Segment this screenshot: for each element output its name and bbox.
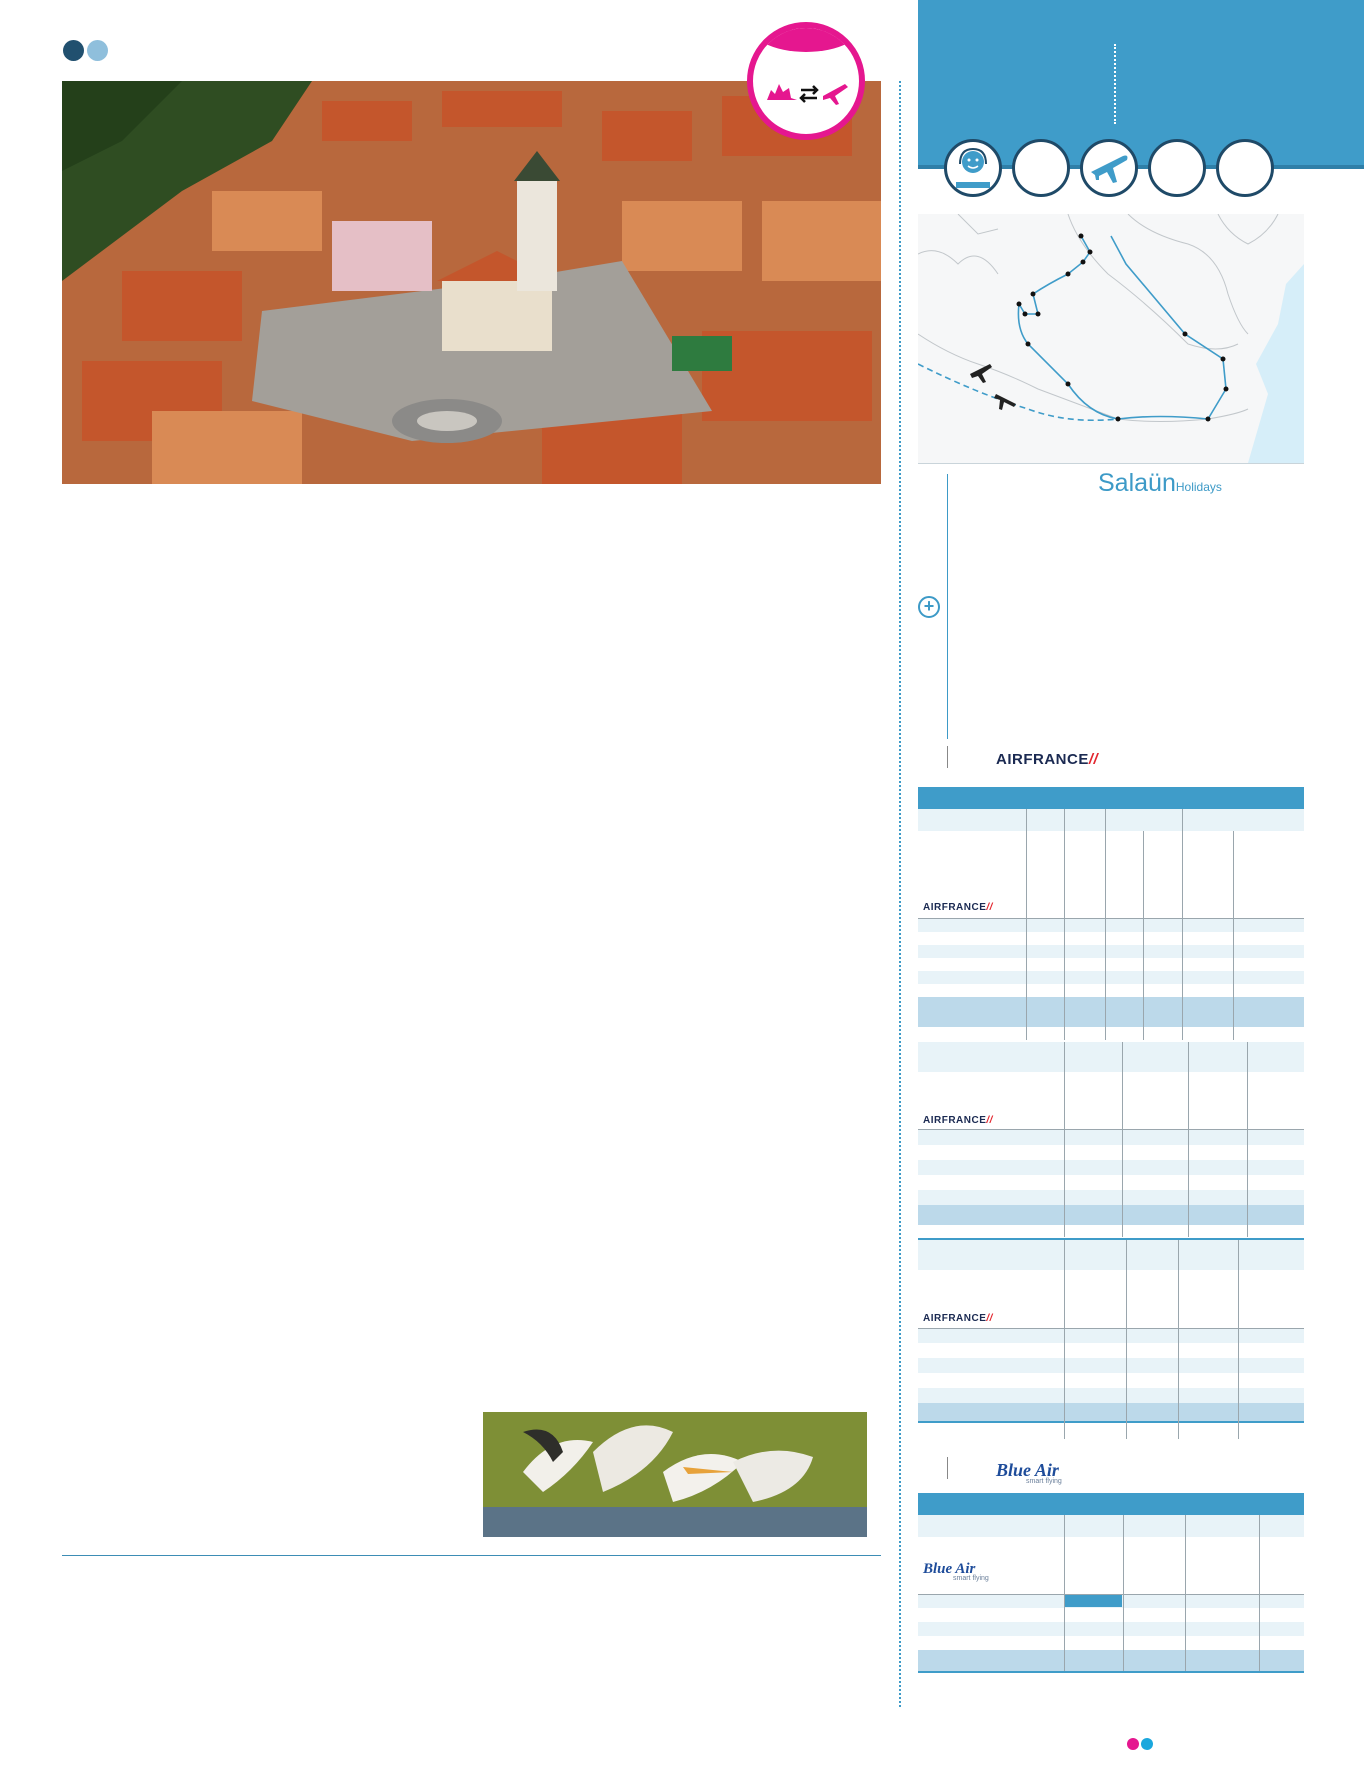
price-table-3 [918, 1238, 1304, 1439]
page-dot-light [87, 40, 108, 61]
pelican-photo [483, 1412, 867, 1537]
airfrance-logo-main-text: AIRFRANCE [996, 751, 1089, 768]
airfrance-logo-table-2-text: AIRFRANCE [923, 1115, 987, 1126]
icon-circle-4 [1148, 139, 1206, 197]
highlight-cell [1065, 1595, 1122, 1607]
airfrance-logo-table-3-text: AIRFRANCE [923, 1313, 987, 1324]
blueair-logo-table-text: Blue Air [923, 1561, 976, 1577]
salaun-sub: Holidays [1175, 480, 1222, 494]
blueair-side-rule [947, 1457, 948, 1479]
price-table-1 [918, 787, 1304, 1040]
audiophone-badge [944, 139, 1002, 197]
airline-side-rule [947, 746, 948, 768]
header-dotted-divider [1114, 44, 1116, 124]
plane-badge [1080, 139, 1138, 197]
salaun-name: Salaün [1098, 469, 1176, 497]
salaun-logo [1098, 469, 1222, 498]
audiophone-label: AUDIOPHONE [953, 177, 992, 183]
header-block [918, 0, 1364, 124]
plane-icon [1083, 142, 1135, 194]
airfrance-logo-table-1: AIRFRANCE// [923, 902, 993, 913]
price-table-blueair [918, 1493, 1304, 1671]
footer-dot-magenta [1127, 1738, 1139, 1750]
blueair-logo-table [923, 1561, 989, 1582]
column-divider [899, 81, 901, 1707]
blueair-tagline-main: smart flying [1026, 1478, 1062, 1485]
hero-photo-illustration [62, 81, 881, 484]
town-to-plane-icon [753, 28, 859, 134]
blueair-tagline-table: smart flying [953, 1575, 989, 1582]
plus-icon: + [918, 596, 940, 618]
route-map-illustration [918, 214, 1304, 463]
airfrance-logo-table-2: AIRFRANCE// [923, 1115, 993, 1126]
transport-badge [747, 22, 865, 140]
airfrance-logo-main: AIRFRANCE// [996, 751, 1099, 768]
price-table-2 [918, 1042, 1304, 1237]
hero-photo-town-square [62, 81, 881, 484]
page-dot-dark [63, 40, 84, 61]
icon-circle-2 [1012, 139, 1070, 197]
blueair-logo-main-text: Blue Air [996, 1460, 1059, 1480]
icon-circle-5 [1216, 139, 1274, 197]
audiophone-icon [947, 142, 999, 194]
footer-dot-cyan [1141, 1738, 1153, 1750]
route-map [918, 214, 1304, 464]
bottom-divider [62, 1555, 881, 1556]
pelican-illustration [483, 1412, 867, 1537]
info-side-rule [947, 474, 948, 739]
blueair-logo-main [996, 1460, 1062, 1485]
airfrance-logo-table-3: AIRFRANCE// [923, 1313, 993, 1324]
airfrance-logo-table-1-text: AIRFRANCE [923, 902, 987, 913]
